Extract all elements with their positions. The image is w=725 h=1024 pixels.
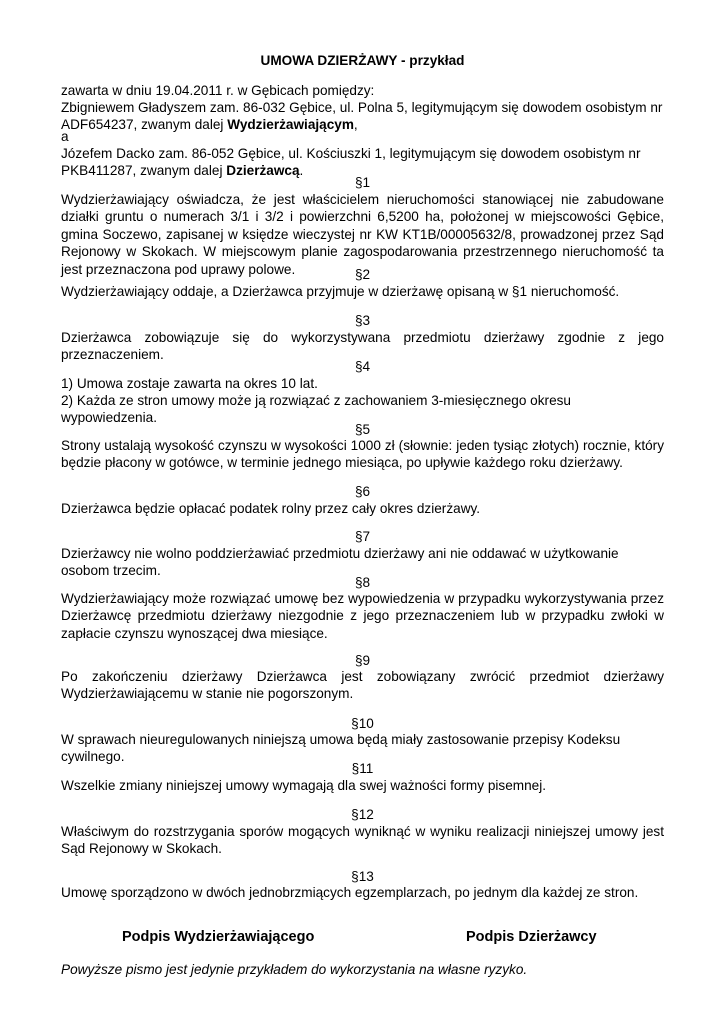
section-3-text: Dzierżawca zobowiązuje się do wykorzystywana przedmiotu dzierżawy zgodnie z jego przeznaczeniem.	[61, 330, 664, 363]
section-7-label: §7	[354, 529, 371, 544]
section-4-label: §4	[354, 359, 371, 374]
intro-date-line: zawarta w dniu 19.04.2011 r. w Gębicach pomiędzy:	[61, 83, 375, 98]
section-12-label: §12	[351, 807, 374, 822]
section-10-line-2: cywilnego.	[61, 749, 125, 764]
section-9-text: Po zakończeniu dzierżawy Dzierżawca jest zobowiązany zwrócić przedmiot dzierżawy Wydzierżawiającemu w stanie nie pogorszonym.	[61, 669, 664, 702]
party1-end: ,	[353, 117, 358, 133]
section-2-text: Wydzierżawiający oddaje, a Dzierżawca przyjmuje w dzierżawę opisaną w §1 nieruchomość.	[61, 284, 620, 299]
section-4-item-1: 1) Umowa zostaje zawarta na okres 10 lat.	[61, 376, 318, 391]
section-10-label: §10	[351, 716, 374, 731]
party2-end: .	[299, 163, 304, 179]
party2-role: Dzierżawcą	[226, 163, 300, 179]
party2-text: Józefem Dacko zam. 86-052 Gębice, ul. Kościuszki 1, legitymującym się dowodem osobistym nr PKB411287, zwanym dalej	[61, 146, 641, 179]
section-8-label: §8	[354, 575, 371, 590]
section-13-label: §13	[351, 869, 374, 884]
section-4-item-2: 2) Każda ze stron umowy może ją rozwiązać z zachowaniem 3-miesięcznego okresu wypowiedzenia.	[61, 393, 571, 426]
section-2-label: §2	[354, 267, 371, 282]
section-12-text: Właściwym do rozstrzygania sporów mogących wyniknąć w wyniku realizacji niniejszej umowy jest Sąd Rejonowy w Skokach.	[61, 824, 664, 857]
section-5-text: Strony ustalają wysokość czynszu w wysokości 1000 zł (słownie: jeden tysiąc złotych) rocznie, który będzie płacony w gotówce, w terminie jednego miesiąca, po upływie każdego roku dzierżawy.	[61, 438, 664, 471]
section-1-label: §1	[354, 175, 371, 190]
section-8-text: Wydzierżawiający może rozwiązać umowę bez wypowiedzenia w przypadku wykorzystywania przez Dzierżawcę przedmiotu dzierżawy niezgodnie z jego przeznaczeniem lub w przypadku zwłoki w zapłacie czynszu wynoszącej dwa miesiące.	[61, 591, 664, 641]
party1-text: Zbigniewem Gładyszem zam. 86-032 Gębice, ul. Polna 5, legitymującym się dowodem osobistym nr ADF654237, zwanym dalej	[61, 100, 663, 133]
document-title: UMOWA DZIERŻAWY - przykład	[260, 53, 465, 68]
section-6-label: §6	[354, 484, 371, 499]
section-3-label: §3	[354, 313, 371, 328]
disclaimer-note: Powyższe pismo jest jedynie przykładem do wykorzystania na własne ryzyko.	[61, 962, 528, 977]
signature-lessor: Podpis Wydzierżawiającego	[122, 929, 315, 945]
party1-role: Wydzierżawiającym	[227, 117, 354, 133]
section-1-text: Wydzierżawiający oświadcza, że jest właścicielem nieruchomości stanowiącej nie zabudowane działki gruntu o numerach 3/1 i 3/2 i powierzchni 6,5200 ha, położonej w miejscowości Gębice, gmina Soczewo, zapisanej w księdze wieczystej nr KW KT1B/00005632/8, prowadzonej przez Sąd Rejonowy w Skokach. W miejscowym planie zagospodarowania przestrzennego nieruchomość ta jest przeznaczona pod uprawy polowe.	[61, 192, 664, 277]
section-5-label: §5	[354, 422, 371, 437]
conjunction-and: a	[61, 129, 69, 144]
section-7-text: Dzierżawcy nie wolno poddzierżawiać przedmiotu dzierżawy ani nie oddawać w użytkowanie osobom trzecim.	[61, 546, 619, 579]
section-13-text: Umowę sporządzono w dwóch jednobrzmiących egzemplarzach, po jednym dla każdej ze stron.	[61, 885, 639, 900]
section-9-label: §9	[354, 653, 371, 668]
section-10-line-1: W sprawach nieuregulowanych niniejszą umowa będą miały zastosowanie przepisy Kodeksu	[61, 732, 621, 747]
section-6-text: Dzierżawca będzie opłacać podatek rolny przez cały okres dzierżawy.	[61, 501, 481, 516]
section-11-label: §11	[351, 761, 374, 776]
signature-lessee: Podpis Dzierżawcy	[466, 929, 597, 945]
section-11-text: Wszelkie zmiany niniejszej umowy wymagają dla swej ważności formy pisemnej.	[61, 778, 547, 793]
